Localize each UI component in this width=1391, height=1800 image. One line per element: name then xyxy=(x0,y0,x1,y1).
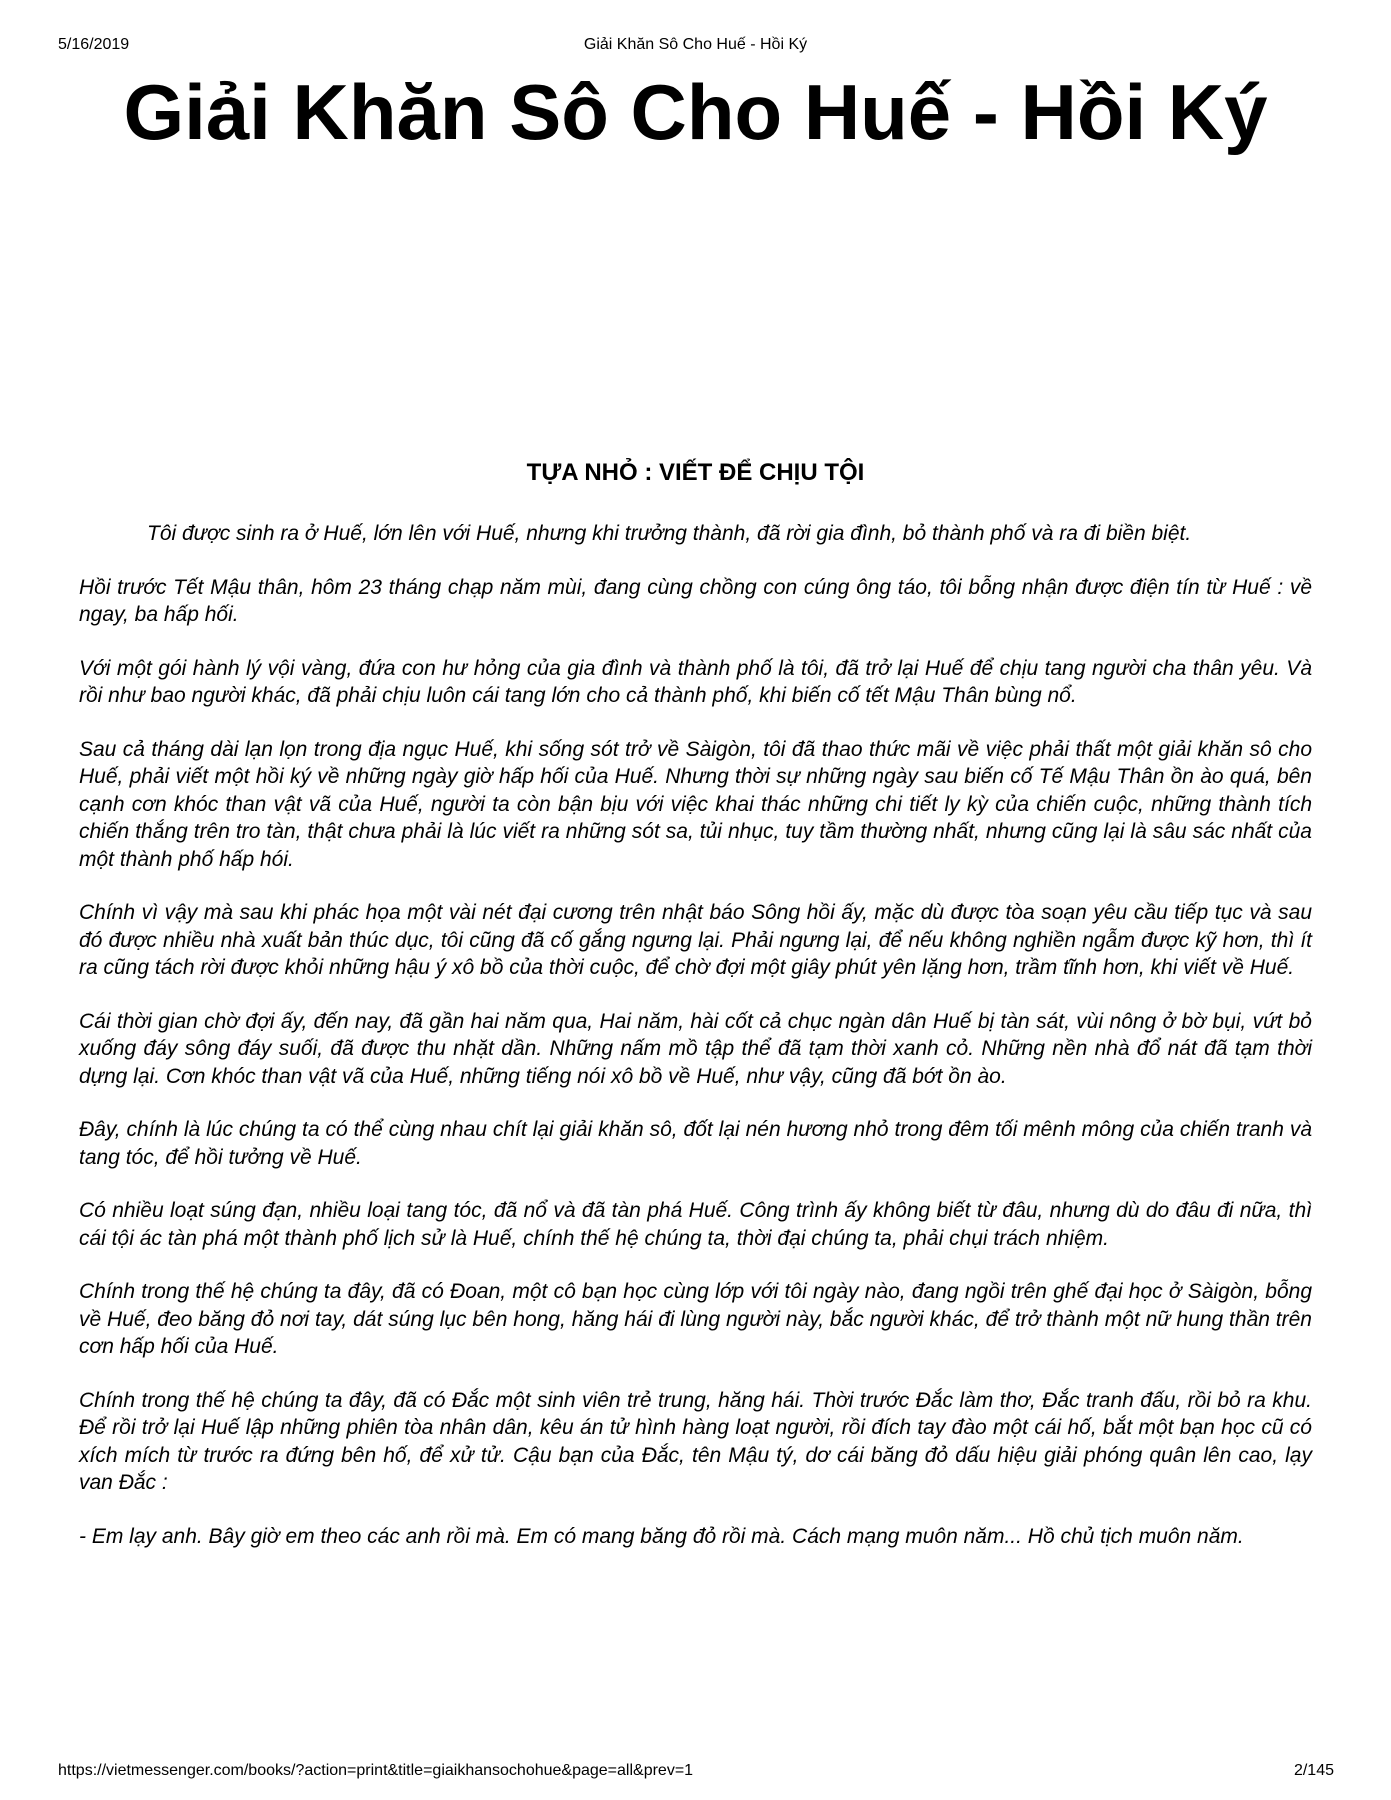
paragraph: Có nhiều loạt súng đạn, nhiều loại tang tóc, đã nổ và đã tàn phá Huế. Công trình ấy không biết từ đâu, nhưng dù do đâu đi nữa, thì cái tội ác tàn phá một thành phố lịch sử là Huế, chính thế hệ chúng ta, thời đại chúng ta, phải chụi trách nhiệm. xyxy=(79,1199,1312,1250)
document-title: Giải Khăn Sô Cho Huế - Hồi Ký xyxy=(123,68,1268,156)
document-body xyxy=(79,520,1312,1576)
paragraph: Sau cả tháng dài lạn lọn trong địa ngục Huế, khi sống sót trở về Sàigòn, tôi đã thao thức mãi về việc phải thất một giải khăn sô cho Huế, phải viết một hồi ký về những ngày giờ hấp hối của Huế. Nhưng thời sự những ngày sau biến cố Tế Mậu Thân ồn ào quá, bên cạnh cơn khóc than vật vã của Huế, người ta còn bận bịu với việc khai thác những chi tiết ly kỳ của chiến cuộc, những thành tích chiến thắng trên tro tàn, thật chưa phải là lúc viết ra những sót sa, tủi nhục, tuy tầm thường nhất, nhưng cũng lại là sâu sác nhất của một thành phố hấp hói. xyxy=(79,737,1312,871)
paragraph: Chính vì vậy mà sau khi phác họa một vài nét đại cương trên nhật báo Sông hồi ấy, mặc dù được tòa soạn yêu cầu tiếp tục và sau đó được nhiều nhà xuất bản thúc dục, tôi cũng đã cố gắng ngưng lại. Phải ngưng lại, để nếu không nghiền ngẫm được kỹ hơn, thì ít ra cũng tách rời được khỏi những hậu ý xô bồ của thời cuộc, để chờ đợi một giây phút yên lặng hơn, trầm tĩnh hơn, khi viết về Huế. xyxy=(79,901,1312,979)
print-header-title: Giải Khăn Sô Cho Huế - Hồi Ký xyxy=(583,36,808,53)
print-footer xyxy=(0,1762,1391,1784)
paragraph: Cái thời gian chờ đợi ấy, đến nay, đã gần hai năm qua, Hai năm, hài cốt cả chục ngàn dân Huế bị tàn sát, vùi nông ở bờ bụi, vứt bỏ xuống đáy sông đáy suối, đã được thu nhặt dần. Những nấm mồ tập thể đã tạm thời xanh cỏ. Những nền nhà đổ nát đã tạm thời dựng lại. Cơn khóc than vật vã của Huế, những tiếng nói xô bồ về Huế, như vậy, cũng đã bớt ồn ào. xyxy=(79,1009,1312,1088)
paragraph: Tôi được sinh ra ở Huế, lớn lên với Huế, nhưng khi trưởng thành, đã rời gia đình, bỏ thành phố và ra đi biền biệt. xyxy=(147,522,1192,545)
print-header xyxy=(0,36,1391,58)
paragraph: Đây, chính là lúc chúng ta có thể cùng nhau chít lại giải khăn sô, đốt lại nén hương nhỏ trong đêm tối mênh mông của chiến tranh và tang tóc, để hồi tưởng về Huế. xyxy=(79,1118,1312,1169)
paragraph: Chính trong thế hệ chúng ta đây, đã có Đoan, một cô bạn học cùng lớp với tôi ngày nào, đang ngồi trên ghế đại học ở Sàigòn, bỗng về Huế, đeo băng đỏ nơi tay, dát súng lục bên hong, hăng hái đi lùng người này, bắc người khác, để trở thành một nữ hung thần trên cơn hấp hối của Huế. xyxy=(79,1280,1312,1358)
page-url: https://vietmessenger.com/books/?action=print&title=giaikhansochohue&page=all&prev=1 xyxy=(58,1762,694,1779)
paragraph: Hồi trước Tết Mậu thân, hôm 23 tháng chạp năm mùi, đang cùng chồng con cúng ông táo, tôi bỗng nhận được điện tín từ Huế : về ngay, ba hấp hối. xyxy=(79,575,1312,626)
paragraph: Với một gói hành lý vội vàng, đứa con hư hỏng của gia đình và thành phố là tôi, đã trở lại Huế để chịu tang người cha thân yêu. Và rồi như bao người khác, đã phải chịu luôn cái tang lớn cho cả thành phố, khi biến cố tết Mậu Thân bùng nổ. xyxy=(79,656,1312,707)
page-number: 2/145 xyxy=(1293,1762,1334,1779)
paragraph: Chính trong thế hệ chúng ta đây, đã có Đắc một sinh viên trẻ trung, hăng hái. Thời trước Đắc làm thơ, Đắc tranh đấu, rồi bỏ ra khu. Để rồi trở lại Huế lập những phiên tòa nhân dân, kêu án tử hình hàng loạt người, rồi đích tay đào một cái hố, bắt một bạn học cũ có xích mích từ trước ra đứng bên hố, để xử tử. Cậu bạn của Đắc, tên Mậu tý, dơ cái băng đỏ dấu hiệu giải phóng quân lên cao, lạy van Đắc : xyxy=(79,1388,1312,1494)
print-date: 5/16/2019 xyxy=(58,36,130,53)
paragraph: - Em lạy anh. Bây giờ em theo các anh rồi mà. Em có mang băng đỏ rồi mà. Cách mạng muôn năm... Hồ chủ tịch muôn năm. xyxy=(79,1524,1244,1548)
section-title: TỰA NHỎ : VIẾT ĐỂ CHỊU TỘI xyxy=(526,459,865,486)
